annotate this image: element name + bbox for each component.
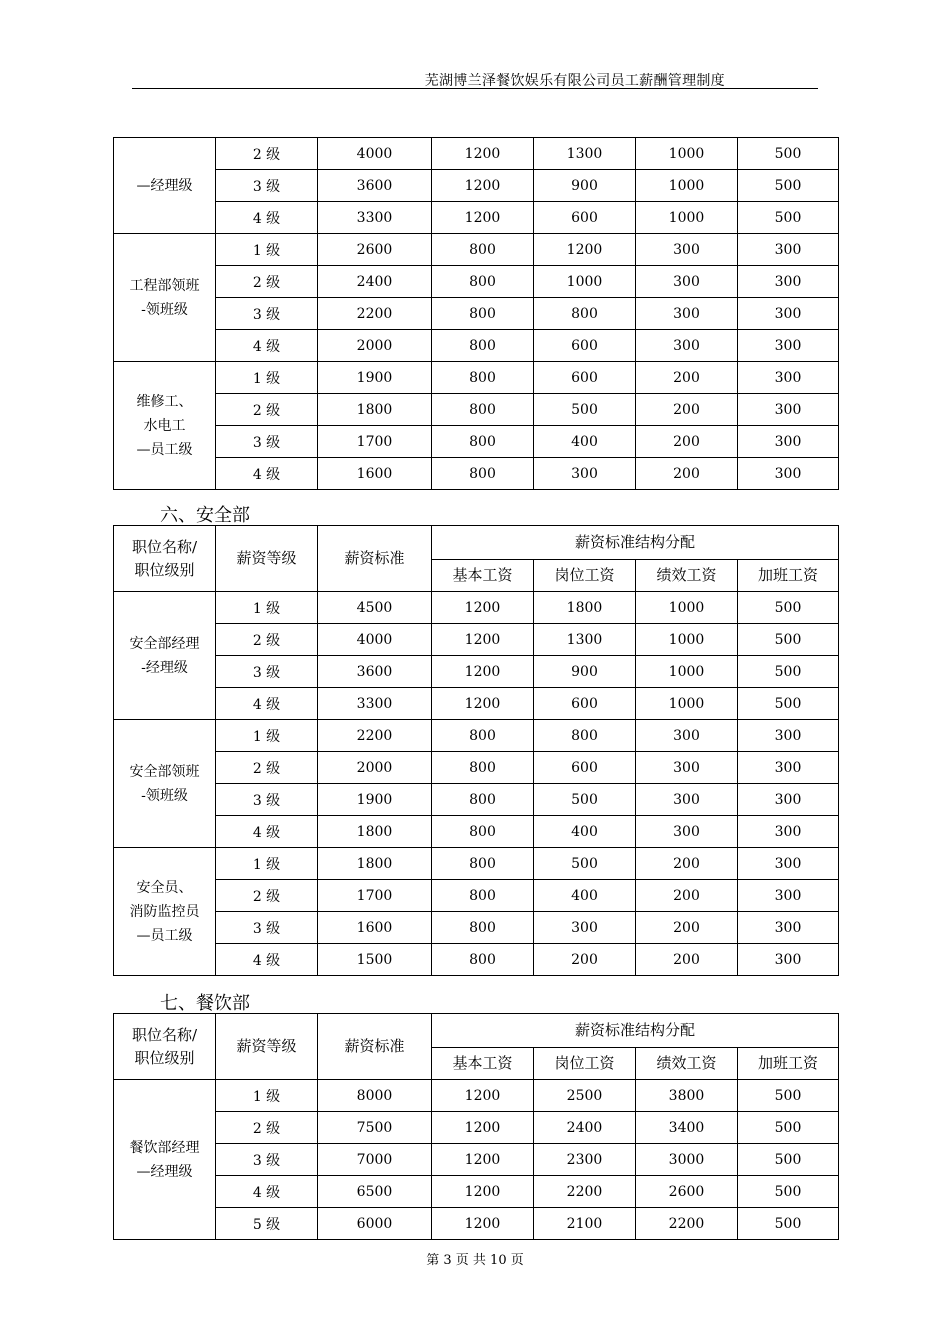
- standard-cell: 3300: [318, 688, 432, 720]
- post-wage-cell: 1300: [534, 624, 636, 656]
- table-row: [114, 592, 839, 624]
- table-row: [114, 880, 839, 912]
- standard-cell: 1700: [318, 880, 432, 912]
- header-basic: 基本工资: [432, 1048, 534, 1080]
- performance-wage-cell: 1000: [636, 688, 738, 720]
- post-wage-cell: 300: [534, 458, 636, 490]
- grade-cell: 2 级: [216, 266, 318, 298]
- standard-cell: 1800: [318, 394, 432, 426]
- header-overtime: 加班工资: [738, 560, 839, 592]
- basic-wage-cell: 1200: [432, 1144, 534, 1176]
- post-wage-cell: 2400: [534, 1112, 636, 1144]
- position-line: 安全部经理: [129, 635, 200, 652]
- basic-wage-cell: 1200: [432, 656, 534, 688]
- grade-cell: 1 级: [216, 592, 318, 624]
- header-rule: [132, 88, 818, 89]
- performance-wage-cell: 200: [636, 394, 738, 426]
- table-row: [114, 1144, 839, 1176]
- performance-wage-cell: 200: [636, 880, 738, 912]
- standard-cell: 6000: [318, 1208, 432, 1240]
- overtime-wage-cell: 500: [738, 592, 839, 624]
- header-overtime: 加班工资: [738, 1048, 839, 1080]
- standard-cell: 3600: [318, 656, 432, 688]
- overtime-wage-cell: 500: [738, 1080, 839, 1112]
- position-line: -领班级: [141, 301, 188, 318]
- performance-wage-cell: 200: [636, 362, 738, 394]
- table-row: [114, 1208, 839, 1240]
- basic-wage-cell: 800: [432, 752, 534, 784]
- grade-cell: 3 级: [216, 912, 318, 944]
- table-row: [114, 266, 839, 298]
- table-row: [114, 426, 839, 458]
- overtime-wage-cell: 500: [738, 624, 839, 656]
- standard-cell: 1700: [318, 426, 432, 458]
- performance-wage-cell: 2600: [636, 1176, 738, 1208]
- standard-cell: 3300: [318, 202, 432, 234]
- grade-cell: 4 级: [216, 816, 318, 848]
- grade-cell: 4 级: [216, 202, 318, 234]
- basic-wage-cell: 1200: [432, 1208, 534, 1240]
- performance-wage-cell: 200: [636, 912, 738, 944]
- header-position: 职位名称/ 职位级别: [114, 1014, 216, 1080]
- salary-table-catering: [113, 1013, 839, 1240]
- post-wage-cell: 1300: [534, 138, 636, 170]
- table-row: [114, 816, 839, 848]
- standard-cell: 1800: [318, 848, 432, 880]
- header-structure: 薪资标准结构分配: [432, 1014, 839, 1048]
- performance-wage-cell: 2200: [636, 1208, 738, 1240]
- standard-cell: 4000: [318, 138, 432, 170]
- header-grade: 薪资等级: [216, 526, 318, 592]
- header-structure: 薪资标准结构分配: [432, 526, 839, 560]
- table-row: [114, 944, 839, 976]
- grade-cell: 2 级: [216, 880, 318, 912]
- performance-wage-cell: 1000: [636, 656, 738, 688]
- standard-cell: 2000: [318, 752, 432, 784]
- performance-wage-cell: 3800: [636, 1080, 738, 1112]
- overtime-wage-cell: 300: [738, 944, 839, 976]
- basic-wage-cell: 800: [432, 330, 534, 362]
- overtime-wage-cell: 300: [738, 458, 839, 490]
- standard-cell: 1800: [318, 816, 432, 848]
- grade-cell: 4 级: [216, 458, 318, 490]
- performance-wage-cell: 1000: [636, 592, 738, 624]
- table-row: [114, 848, 839, 880]
- basic-wage-cell: 800: [432, 458, 534, 490]
- position-cell: [114, 234, 216, 362]
- basic-wage-cell: 800: [432, 912, 534, 944]
- position-cell: [114, 592, 216, 720]
- overtime-wage-cell: 500: [738, 688, 839, 720]
- grade-cell: 1 级: [216, 720, 318, 752]
- basic-wage-cell: 800: [432, 784, 534, 816]
- position-cell: [114, 362, 216, 490]
- header-basic: 基本工资: [432, 560, 534, 592]
- basic-wage-cell: 1200: [432, 202, 534, 234]
- standard-cell: 7500: [318, 1112, 432, 1144]
- basic-wage-cell: 1200: [432, 624, 534, 656]
- performance-wage-cell: 200: [636, 944, 738, 976]
- post-wage-cell: 900: [534, 170, 636, 202]
- table-row: [114, 298, 839, 330]
- standard-cell: 2200: [318, 298, 432, 330]
- position-line: 餐饮部经理: [129, 1139, 200, 1156]
- overtime-wage-cell: 300: [738, 234, 839, 266]
- table-row: [114, 752, 839, 784]
- post-wage-cell: 600: [534, 752, 636, 784]
- overtime-wage-cell: 500: [738, 656, 839, 688]
- grade-cell: 5 级: [216, 1208, 318, 1240]
- standard-cell: 3600: [318, 170, 432, 202]
- basic-wage-cell: 800: [432, 816, 534, 848]
- standard-cell: 7000: [318, 1144, 432, 1176]
- standard-cell: 4500: [318, 592, 432, 624]
- basic-wage-cell: 800: [432, 944, 534, 976]
- table-row: [114, 362, 839, 394]
- grade-cell: 2 级: [216, 394, 318, 426]
- overtime-wage-cell: 300: [738, 848, 839, 880]
- grade-cell: 1 级: [216, 362, 318, 394]
- position-cell: [114, 138, 216, 234]
- page-header-title: 芜湖博兰泽餐饮娱乐有限公司员工薪酬管理制度: [424, 73, 725, 89]
- post-wage-cell: 2100: [534, 1208, 636, 1240]
- basic-wage-cell: 800: [432, 720, 534, 752]
- post-wage-cell: 500: [534, 394, 636, 426]
- table-row: [114, 1176, 839, 1208]
- overtime-wage-cell: 300: [738, 426, 839, 458]
- basic-wage-cell: 1200: [432, 1176, 534, 1208]
- performance-wage-cell: 1000: [636, 170, 738, 202]
- post-wage-cell: 400: [534, 880, 636, 912]
- overtime-wage-cell: 500: [738, 1144, 839, 1176]
- performance-wage-cell: 200: [636, 426, 738, 458]
- overtime-wage-cell: 300: [738, 298, 839, 330]
- grade-cell: 4 级: [216, 330, 318, 362]
- table-row: [114, 624, 839, 656]
- basic-wage-cell: 800: [432, 880, 534, 912]
- standard-cell: 2400: [318, 266, 432, 298]
- post-wage-cell: 500: [534, 848, 636, 880]
- post-wage-cell: 1000: [534, 266, 636, 298]
- overtime-wage-cell: 300: [738, 880, 839, 912]
- grade-cell: 4 级: [216, 688, 318, 720]
- standard-cell: 1600: [318, 458, 432, 490]
- overtime-wage-cell: 300: [738, 816, 839, 848]
- grade-cell: 2 级: [216, 752, 318, 784]
- table-row: [114, 170, 839, 202]
- performance-wage-cell: 200: [636, 848, 738, 880]
- overtime-wage-cell: 500: [738, 1208, 839, 1240]
- grade-cell: 4 级: [216, 944, 318, 976]
- grade-cell: 3 级: [216, 170, 318, 202]
- grade-cell: 2 级: [216, 1112, 318, 1144]
- header-post: 岗位工资: [534, 560, 636, 592]
- performance-wage-cell: 300: [636, 752, 738, 784]
- post-wage-cell: 2300: [534, 1144, 636, 1176]
- header-position: 职位名称/ 职位级别: [114, 526, 216, 592]
- header-performance: 绩效工资: [636, 1048, 738, 1080]
- position-line: 安全部领班: [129, 763, 200, 780]
- position-line: 消防监控员: [129, 903, 200, 920]
- overtime-wage-cell: 500: [738, 138, 839, 170]
- position-cell: [114, 848, 216, 976]
- performance-wage-cell: 300: [636, 816, 738, 848]
- overtime-wage-cell: 500: [738, 170, 839, 202]
- grade-cell: 1 级: [216, 848, 318, 880]
- position-line: —经理级: [136, 177, 193, 194]
- standard-cell: 4000: [318, 624, 432, 656]
- table-row: [114, 458, 839, 490]
- post-wage-cell: 300: [534, 912, 636, 944]
- basic-wage-cell: 800: [432, 362, 534, 394]
- overtime-wage-cell: 300: [738, 912, 839, 944]
- overtime-wage-cell: 300: [738, 330, 839, 362]
- table-row: [114, 656, 839, 688]
- post-wage-cell: 600: [534, 362, 636, 394]
- table-row: [114, 688, 839, 720]
- post-wage-cell: 800: [534, 720, 636, 752]
- position-line: 维修工、: [136, 393, 193, 410]
- table-row: [114, 234, 839, 266]
- basic-wage-cell: 800: [432, 298, 534, 330]
- grade-cell: 2 级: [216, 138, 318, 170]
- standard-cell: 2000: [318, 330, 432, 362]
- basic-wage-cell: 800: [432, 394, 534, 426]
- grade-cell: 3 级: [216, 298, 318, 330]
- standard-cell: 1900: [318, 362, 432, 394]
- overtime-wage-cell: 500: [738, 202, 839, 234]
- basic-wage-cell: 800: [432, 234, 534, 266]
- performance-wage-cell: 1000: [636, 138, 738, 170]
- post-wage-cell: 2500: [534, 1080, 636, 1112]
- header-post: 岗位工资: [534, 1048, 636, 1080]
- position-cell: [114, 1080, 216, 1240]
- standard-cell: 8000: [318, 1080, 432, 1112]
- table-row: [114, 138, 839, 170]
- section-title-security: 六、安全部: [160, 505, 250, 526]
- header-grade: 薪资等级: [216, 1014, 318, 1080]
- standard-cell: 2600: [318, 234, 432, 266]
- standard-cell: 1500: [318, 944, 432, 976]
- overtime-wage-cell: 500: [738, 1112, 839, 1144]
- overtime-wage-cell: 300: [738, 394, 839, 426]
- page-footer: 第 3 页 共 10 页: [426, 1253, 524, 1268]
- post-wage-cell: 600: [534, 330, 636, 362]
- post-wage-cell: 1200: [534, 234, 636, 266]
- basic-wage-cell: 1200: [432, 1080, 534, 1112]
- position-line: -经理级: [141, 659, 188, 676]
- grade-cell: 1 级: [216, 234, 318, 266]
- performance-wage-cell: 200: [636, 458, 738, 490]
- basic-wage-cell: 1200: [432, 138, 534, 170]
- basic-wage-cell: 800: [432, 848, 534, 880]
- header-standard: 薪资标准: [318, 526, 432, 592]
- grade-cell: 3 级: [216, 426, 318, 458]
- performance-wage-cell: 300: [636, 298, 738, 330]
- section-title-catering: 七、餐饮部: [160, 993, 250, 1014]
- grade-cell: 4 级: [216, 1176, 318, 1208]
- post-wage-cell: 600: [534, 688, 636, 720]
- post-wage-cell: 200: [534, 944, 636, 976]
- post-wage-cell: 900: [534, 656, 636, 688]
- table-row: [114, 784, 839, 816]
- grade-cell: 3 级: [216, 1144, 318, 1176]
- basic-wage-cell: 1200: [432, 1112, 534, 1144]
- basic-wage-cell: 1200: [432, 592, 534, 624]
- basic-wage-cell: 800: [432, 266, 534, 298]
- table-row: [114, 1080, 839, 1112]
- post-wage-cell: 2200: [534, 1176, 636, 1208]
- grade-cell: 1 级: [216, 1080, 318, 1112]
- performance-wage-cell: 1000: [636, 624, 738, 656]
- standard-cell: 1900: [318, 784, 432, 816]
- position-line: —员工级: [136, 441, 193, 458]
- performance-wage-cell: 300: [636, 266, 738, 298]
- performance-wage-cell: 3400: [636, 1112, 738, 1144]
- grade-cell: 3 级: [216, 656, 318, 688]
- position-line: —员工级: [136, 927, 193, 944]
- post-wage-cell: 1800: [534, 592, 636, 624]
- standard-cell: 2200: [318, 720, 432, 752]
- performance-wage-cell: 300: [636, 784, 738, 816]
- performance-wage-cell: 300: [636, 234, 738, 266]
- standard-cell: 1600: [318, 912, 432, 944]
- performance-wage-cell: 3000: [636, 1144, 738, 1176]
- overtime-wage-cell: 300: [738, 784, 839, 816]
- basic-wage-cell: 800: [432, 426, 534, 458]
- overtime-wage-cell: 500: [738, 1176, 839, 1208]
- standard-cell: 6500: [318, 1176, 432, 1208]
- position-line: 水电工: [143, 417, 186, 434]
- overtime-wage-cell: 300: [738, 362, 839, 394]
- table-row: [114, 1112, 839, 1144]
- post-wage-cell: 800: [534, 298, 636, 330]
- overtime-wage-cell: 300: [738, 720, 839, 752]
- position-line: 工程部领班: [129, 277, 200, 294]
- table-row: [114, 330, 839, 362]
- performance-wage-cell: 1000: [636, 202, 738, 234]
- grade-cell: 2 级: [216, 624, 318, 656]
- position-line: —经理级: [136, 1163, 193, 1180]
- performance-wage-cell: 300: [636, 720, 738, 752]
- post-wage-cell: 600: [534, 202, 636, 234]
- table-row: [114, 202, 839, 234]
- post-wage-cell: 500: [534, 784, 636, 816]
- post-wage-cell: 400: [534, 816, 636, 848]
- overtime-wage-cell: 300: [738, 266, 839, 298]
- basic-wage-cell: 1200: [432, 170, 534, 202]
- position-line: 安全员、: [136, 879, 193, 896]
- position-line: -领班级: [141, 787, 188, 804]
- overtime-wage-cell: 300: [738, 752, 839, 784]
- header-performance: 绩效工资: [636, 560, 738, 592]
- position-cell: [114, 720, 216, 848]
- salary-table-security: [113, 525, 839, 976]
- table-row: [114, 912, 839, 944]
- post-wage-cell: 400: [534, 426, 636, 458]
- performance-wage-cell: 300: [636, 330, 738, 362]
- table-row: [114, 720, 839, 752]
- basic-wage-cell: 1200: [432, 688, 534, 720]
- grade-cell: 3 级: [216, 784, 318, 816]
- table-row: [114, 394, 839, 426]
- salary-table-engineering-continued: [113, 137, 839, 490]
- header-standard: 薪资标准: [318, 1014, 432, 1080]
